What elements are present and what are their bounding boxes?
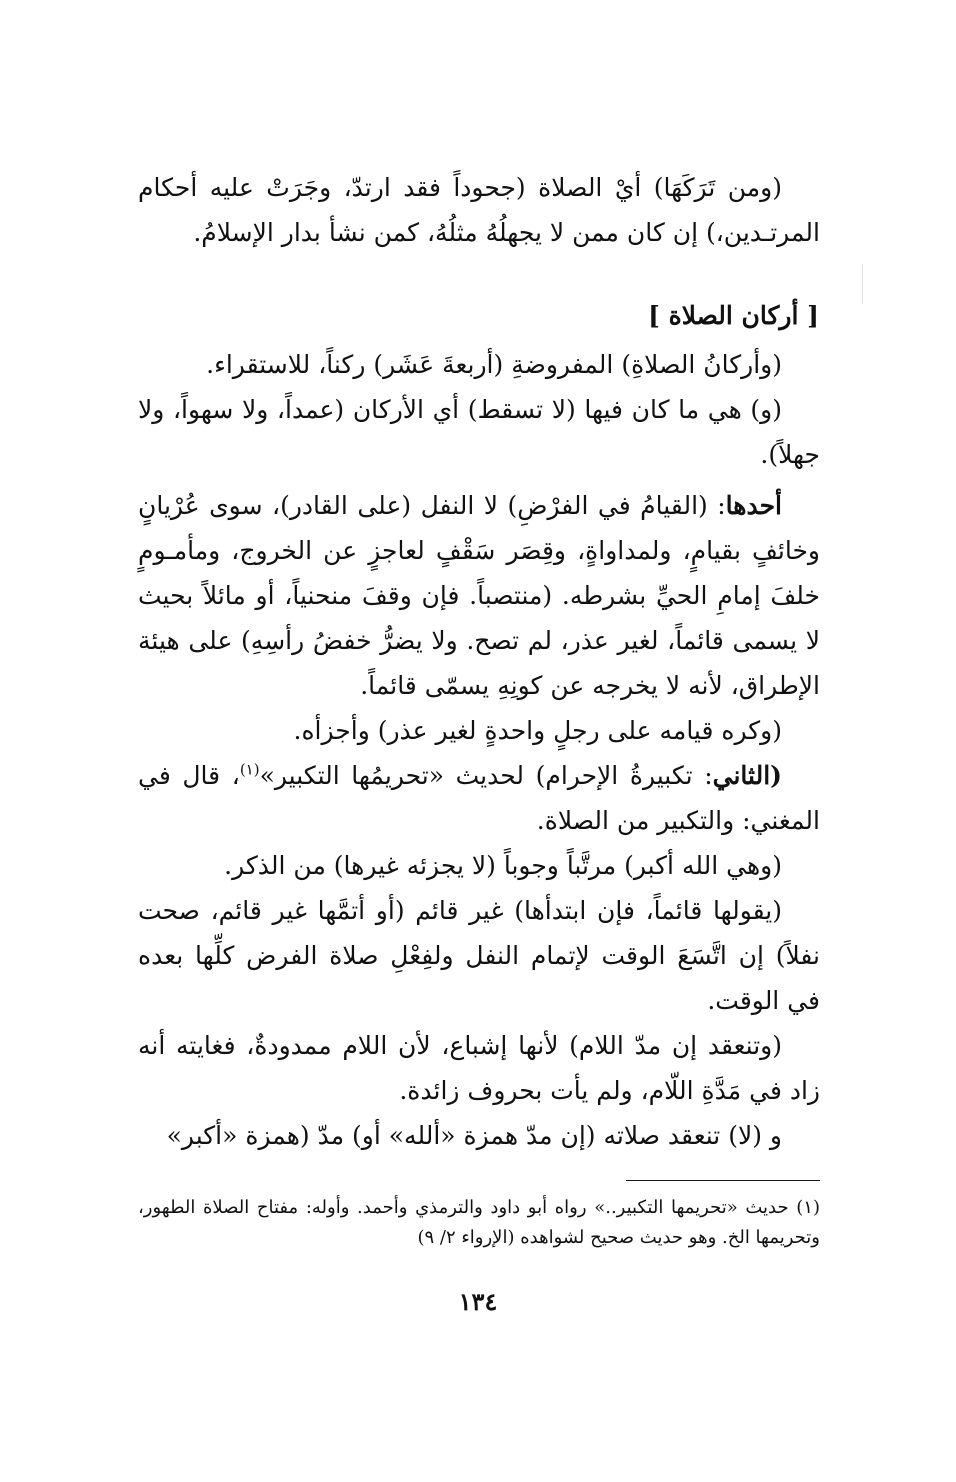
paragraph-3-text: : (القيامُ في الفرْضِ) لا النفل (على القادر)، سوى عُرْيانٍ وخائفٍ بقيامٍ، ولمداواةٍ، وقِصَر سَقْفٍ لعاجزٍ عن الخروج، ومأمـومٍ خلفَ إمامِ الحيِّ بشرطه. (منتصباً. فإن وقفَ منحنياً، أو مائلاً بحيث لا يسمى قائماً، لغير عذر، لم تصح. ولا يضرُّ خفضُ رأسِهِ) على هيئة الإطراق، لأنه لا يخرجه عن كونِهِ يسمّى قائماً. bbox=[138, 491, 820, 700]
paragraph-5 bbox=[138, 753, 820, 843]
paragraph-9-text: و (لا) تنعقد صلاته (إن مدّ همزة «ألله» أو) مدّ (همزة «أكبر» bbox=[166, 1121, 782, 1150]
paragraph-1-text: (وأركانُ الصلاةِ) المفروضةِ (أربعةَ عَشَر) ركناً، للاستقراء. bbox=[206, 350, 782, 379]
footnote-marker: (١) bbox=[239, 760, 260, 779]
paragraph-5-tail: ، قال في المغني: والتكبير من الصلاة. bbox=[138, 761, 820, 835]
paragraph-7-text: (يقولها قائماً، فإن ابتدأها) غير قائم (أو أتمَّها غير قائم، صحت نفلاً) إن اتَّسَعَ الوقت لإتمام النفل ولفِعْلِ صلاة الفرض كلِّها بعده في الوقت. bbox=[138, 896, 820, 1015]
footnotes-block bbox=[138, 1193, 820, 1253]
paragraph-3 bbox=[138, 483, 820, 708]
footnote-1: (١) حديث «تحريمها التكبير..» رواه أبو داود والترمذي وأحمد. وأوله: مفتاح الصلاة الطهور، وتحريمها الخ. وهو حديث صحيح لشواهده (الإرواء ٢/ ٩) bbox=[138, 1197, 820, 1248]
page-number: ١٣٤ bbox=[458, 1287, 498, 1316]
intro-paragraph: (ومن تَرَكَهَا) أيْ الصلاة (جحوداً فقد ارتدّ، وجَرَتْ عليه أحكام المرتـدين،) إن كان ممن لا يجهلُهُ مثلُهُ، كمن نشأ بدار الإسلامُ. bbox=[138, 173, 820, 247]
paragraph-5-lead: (الثاني bbox=[712, 761, 782, 790]
section-heading: [ أركان الصلاة ] bbox=[648, 301, 819, 330]
paragraph-6-text: (وهي الله أكبر) مرتَّباً وجوباً (لا يجزئه غيرها) من الذكر. bbox=[224, 851, 782, 880]
paragraph-9 bbox=[138, 1113, 820, 1158]
paragraph-1 bbox=[138, 342, 820, 387]
paragraph-3-lead: أحدها bbox=[725, 491, 782, 520]
paragraph-7 bbox=[138, 888, 820, 1023]
intro-paragraph-block bbox=[138, 165, 820, 255]
paragraph-8-text: (وتنعقد إن مدّ اللام) لأنها إشباع، لأن اللام ممدودةٌ، فغايته أنه زاد في مَدَّةِ اللّام، ولم يأت بحروف زائدة. bbox=[138, 1031, 820, 1105]
paragraph-4 bbox=[138, 708, 820, 753]
paragraph-8 bbox=[138, 1023, 820, 1113]
paragraph-5-text: : تكبيرةُ الإحرام) لحديث «تحريمُها التكبير» bbox=[259, 761, 713, 790]
paragraph-6 bbox=[138, 843, 820, 888]
footnote-divider bbox=[626, 1180, 820, 1181]
paragraph-2 bbox=[138, 387, 820, 477]
main-text-block bbox=[138, 342, 820, 1158]
margin-mark bbox=[862, 264, 863, 304]
paragraph-4-text: (وكره قيامه على رجلٍ واحدةٍ لغير عذر) وأجزأه. bbox=[293, 716, 782, 745]
paragraph-2-text: (و) هي ما كان فيها (لا تسقط) أي الأركان (عمداً، ولا سهواً، ولا جهلاً). bbox=[138, 395, 820, 469]
